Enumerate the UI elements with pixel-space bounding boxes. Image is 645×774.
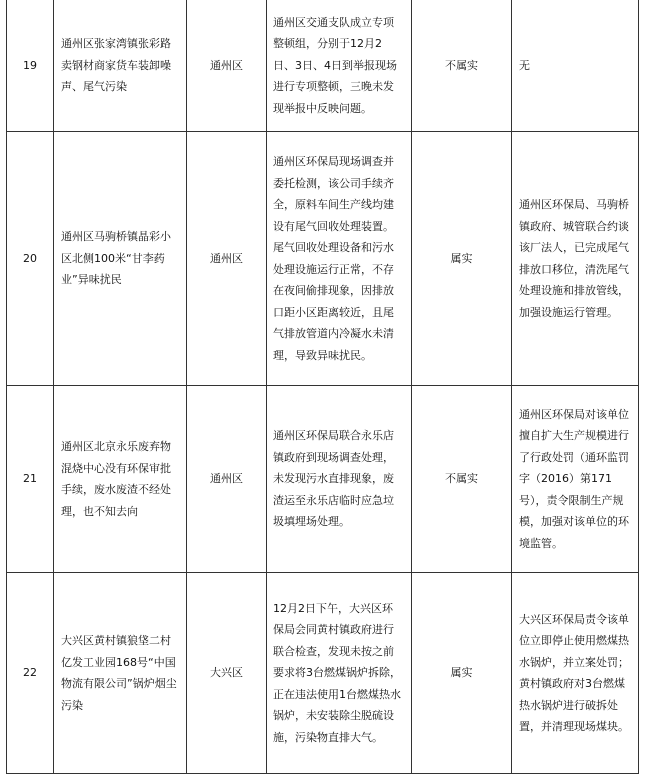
issue-description: 通州区北京永乐废弃物混烧中心没有环保审批手续，废水废渣不经处理，也不知去向 [54,386,187,573]
row-number: 20 [7,132,54,386]
rectification-measures: 无 [512,0,639,132]
district-cell: 通州区 [187,0,267,132]
district-cell: 大兴区 [187,573,267,774]
investigation-process: 通州区环保局现场调查并委托检测，该公司手续齐全，原料车间生产线均建设有尾气回收处理装置。尾气回收处理设备和污水处理设施运行正常，不存在夜间偷排现象，因排放口距小区距离较近，且尾气排放管道内冷凝水未清理，导致异味扰民。 [267,132,412,386]
issue-description: 大兴区黄村镇狼垡二村亿发工业园168号“中国物流有限公司”锅炉烟尘污染 [54,573,187,774]
investigation-process: 通州区交通支队成立专项整顿组，分别于12月2日、3日、4日到举报现场进行专项整顿，三晚未发现举报中反映问题。 [267,0,412,132]
rectification-measures: 通州区环保局对该单位擅自扩大生产规模进行了行政处罚（通环监罚字（2016）第171号），责令限制生产规模，加强对该单位的环境监管。 [512,386,639,573]
table-row [7,132,639,386]
rectification-measures: 通州区环保局、马驹桥镇政府、城管联合约谈该厂法人，已完成尾气排放口移位，清洗尾气处理设施和排放管线，加强设施运行管理。 [512,132,639,386]
issue-description: 通州区张家湾镇张彩路卖钢材商家货车装卸噪声、尾气污染 [54,0,187,132]
verification-status: 属实 [412,132,512,386]
table-row [7,0,639,132]
district-cell: 通州区 [187,386,267,573]
investigation-process: 通州区环保局联合永乐店镇政府到现场调查处理，未发现污水直排现象，废渣运至永乐店临时应急垃圾填埋场处理。 [267,386,412,573]
table-row [7,573,639,774]
investigation-process: 12月2日下午，大兴区环保局会同黄村镇政府进行联合检查，发现未按之前要求将3台燃煤锅炉拆除，正在违法使用1台燃煤热水锅炉，未安装除尘脱硫设施，污染物直排大气。 [267,573,412,774]
verification-status: 不属实 [412,0,512,132]
rectification-measures: 大兴区环保局责令该单位立即停止使用燃煤热水锅炉，并立案处罚；黄村镇政府对3台燃煤热水锅炉进行破拆处置，并清理现场煤块。 [512,573,639,774]
issue-description: 通州区马驹桥镇晶彩小区北侧100米“甘李药业”异味扰民 [54,132,187,386]
row-number: 22 [7,573,54,774]
row-number: 21 [7,386,54,573]
complaint-table [6,0,639,774]
table-row [7,386,639,573]
row-number: 19 [7,0,54,132]
verification-status: 不属实 [412,386,512,573]
district-cell: 通州区 [187,132,267,386]
verification-status: 属实 [412,573,512,774]
